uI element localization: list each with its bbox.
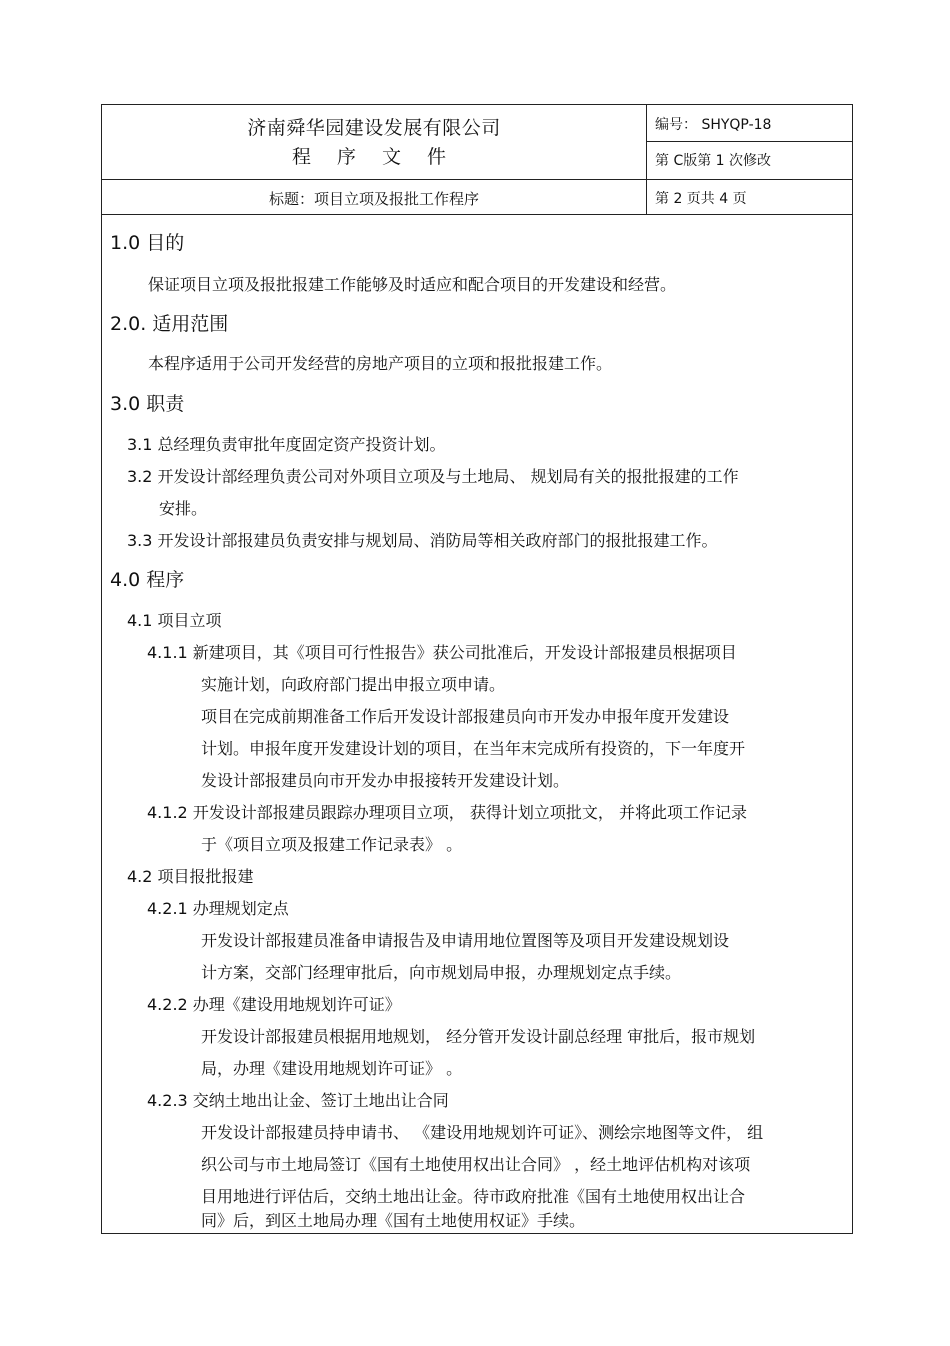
document-title: 标题：项目立项及报批工作程序 [268,190,479,208]
subsection-heading: 4.2.3 交纳土地出让金、签订土地出让合同 [147,1091,449,1110]
paragraph: 发设计部报建员向市开发办申报接转开发建设计划。 [201,771,570,790]
paragraph: 4.1.2 开发设计部报建员跟踪办理项目立项， 获得计划立项批文， 并将此项工作记录 [147,803,747,822]
document-number: 编号： SHYQP-18 [655,117,772,133]
paragraph: 开发设计部报建员准备申请报告及申请用地位置图等及项目开发建设规划设 [201,931,730,950]
paragraph: 目用地进行评估后，交纳土地出让金。待市政府批准《国有土地使用权出让合 [201,1187,746,1206]
section-heading: 1.0 目的 [110,232,185,254]
paragraph: 计方案，交部门经理审批后，向市规划局申报，办理规划定点手续。 [201,963,682,982]
paragraph: 开发设计部报建员持申请书、 《建设用地规划许可证》、测绘宗地图等文件， 组 [201,1123,764,1142]
document-type: 程 序 文 件 [291,146,457,168]
meta-divider [646,141,852,142]
header-column-divider [646,105,647,214]
section-heading: 2.0. 适用范围 [110,313,229,335]
paragraph: 3.2 开发设计部经理负责公司对外项目立项及与土地局、 规划局有关的报批报建的工作 [127,467,739,486]
paragraph: 3.1 总经理负责审批年度固定资产投资计划。 [127,435,446,454]
paragraph: 计划。申报年度开发建设计划的项目，在当年末完成所有投资的，下一年度开 [201,739,746,758]
section-heading: 4.0 程序 [110,569,185,591]
subsection-heading: 4.2 项目报批报建 [127,867,254,886]
company-name: 济南舜华园建设发展有限公司 [247,117,501,139]
paragraph: 同》后，到区土地局办理《国有土地使用权证》手续。 [201,1211,586,1230]
page-info: 第 2 页共 4 页 [655,191,747,207]
paragraph: 织公司与市土地局签订《国有土地使用权出让合同》 ，经土地评估机构对该项 [201,1155,751,1174]
subsection-heading: 4.2.2 办理《建设用地规划许可证》 [147,995,401,1014]
paragraph: 安排。 [159,499,208,518]
paragraph: 局，办理《建设用地规划许可证》 。 [201,1059,463,1078]
paragraph: 4.1.1 新建项目，其《项目可行性报告》获公司批准后，开发设计部报建员根据项目 [147,643,737,662]
paragraph: 项目在完成前期准备工作后开发设计部报建员向市开发办申报年度开发建设 [201,707,730,726]
revision-info: 第 C版第 1 次修改 [655,153,772,169]
subsection-heading: 4.2.1 办理规划定点 [147,899,289,918]
paragraph: 实施计划，向政府部门提出申报立项申请。 [201,675,506,694]
paragraph: 3.3 开发设计部报建员负责安排与规划局、消防局等相关政府部门的报批报建工作。 [127,531,718,550]
title-divider [102,214,852,215]
header-divider [102,179,852,180]
section-heading: 3.0 职责 [110,393,185,415]
subsection-heading: 4.1 项目立项 [127,611,222,630]
document-frame [101,104,853,1234]
paragraph: 本程序适用于公司开发经营的房地产项目的立项和报批报建工作。 [148,354,613,373]
paragraph: 保证项目立项及报批报建工作能够及时适应和配合项目的开发建设和经营。 [148,275,677,294]
paragraph: 开发设计部报建员根据用地规划， 经分管开发设计副总经理 审批后，报市规划 [201,1027,756,1046]
paragraph: 于《项目立项及报建工作记录表》 。 [201,835,463,854]
